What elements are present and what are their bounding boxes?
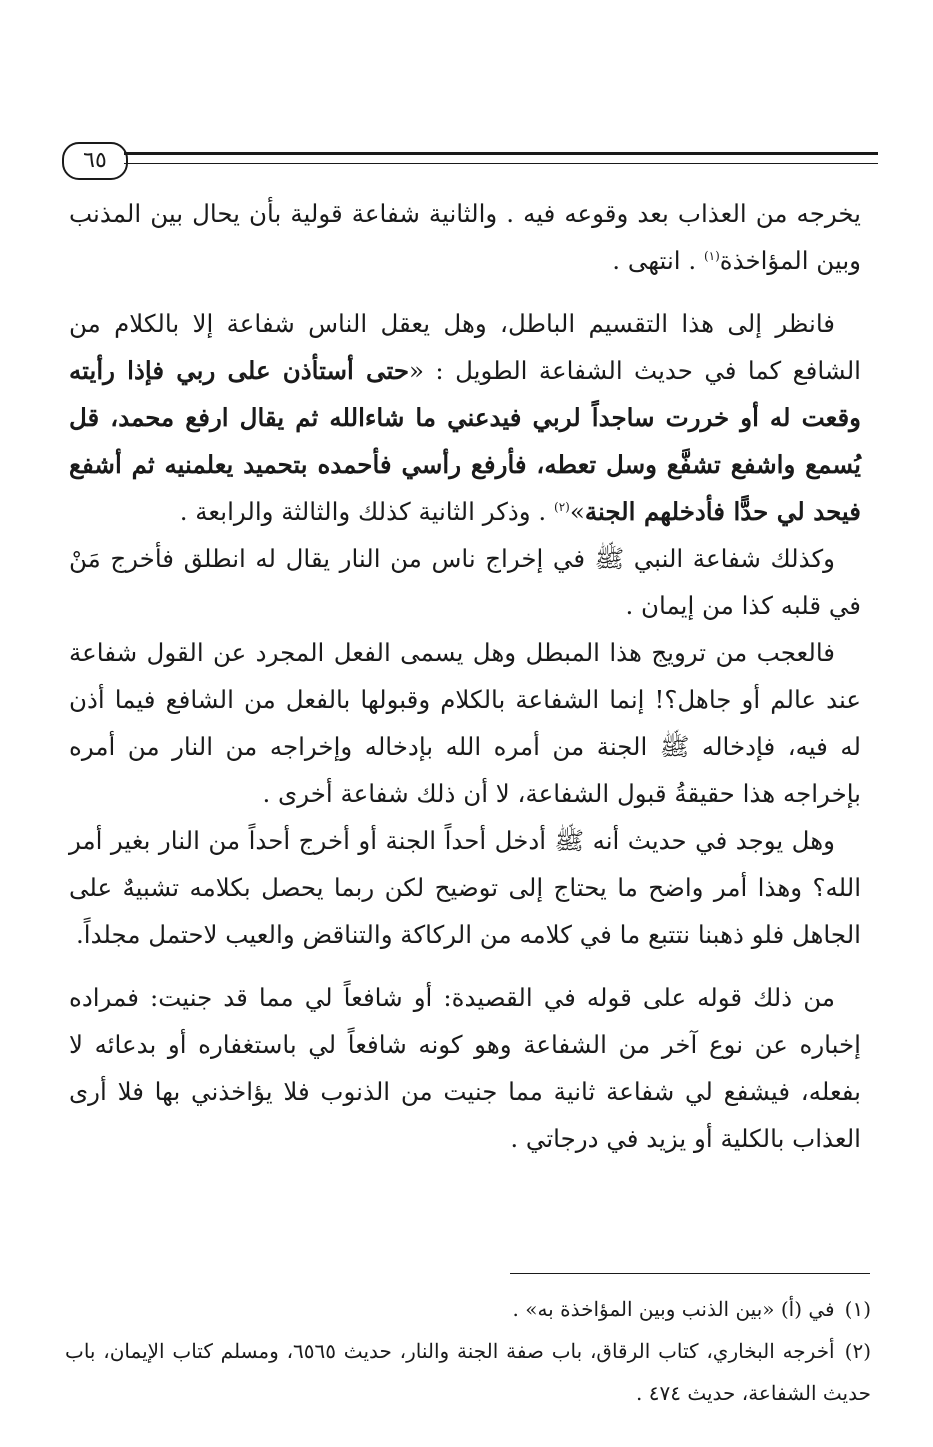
hadith-quote: حتى أستأذن على ربي فإذا رأيته وقعت له أو خررت ساجداً لربي فيدعني ما شاءالله ثم يقال ارفع محمد، قل يُسمع واشفع تشفَّع وسل تعطه، فأرفع رأسي فأحمده بتحميد يعلمنيه ثم أشفع فيحد لي حدًّا فأدخلهم الجنة xyxy=(69,356,861,526)
header-rule xyxy=(124,152,878,164)
footnote-1 xyxy=(65,1288,871,1330)
paragraph-4: فالعجب من ترويج هذا المبطل وهل يسمى الفعل المجرد عن القول شفاعة عند عالم أو جاهل؟! إنما الشفاعة بالكلام وقبولها بالفعل من الشافع فيما أذن له فيه، فإدخاله ﷺ الجنة من أمره الله بإدخاله وإخراجه من النار من أمره بإخراجه هذا حقيقةُ قبول الشفاعة، لا أن ذلك شفاعة أخرى . xyxy=(69,638,861,808)
footnote-ref-2: (٢) xyxy=(554,499,570,514)
paragraph-1-tail: . انتهى . xyxy=(612,246,704,275)
paragraph-2 xyxy=(69,300,861,535)
footnote-1-text: في (أ) «بين الذنب وبين المؤاخذة به» . xyxy=(512,1297,835,1321)
footnote-rule xyxy=(510,1273,870,1274)
paragraph-1-text: يخرجه من العذاب بعد وقوعه فيه . والثانية شفاعة قولية بأن يحال بين المذنب وبين المؤاخذة xyxy=(69,199,861,275)
footnote-2-text: أخرجه البخاري، كتاب الرقاق، باب صفة الجنة والنار، حديث ٦٥٦٥، ومسلم كتاب الإيمان، باب حديث الشفاعة، حديث ٤٧٤ . xyxy=(65,1339,871,1405)
paragraph-2-tail: . وذكر الثانية كذلك والثالثة والرابعة . xyxy=(179,497,555,526)
footnote-2 xyxy=(65,1330,871,1414)
body-text xyxy=(69,190,861,1162)
page-number: ٦٥ xyxy=(62,142,128,180)
paragraph-2-text: فانظر إلى هذا التقسيم الباطل، وهل يعقل الناس شفاعة إلا بالكلام من الشافع كما في حديث الشفاعة الطويل : « xyxy=(69,309,861,385)
paragraph-5: وهل يوجد في حديث أنه ﷺ أدخل أحداً الجنة أو أخرج أحداً من النار بغير أمر الله؟ وهذا أمر واضح ما يحتاج إلى توضيح لكن ربما يحصل بكلامه تشبيهٌ على الجاهل فلو ذهبنا نتتبع ما في كلامه من الركاكة والتناقض والعيب لاحتمل مجلداً. xyxy=(69,826,861,949)
footnotes xyxy=(65,1288,871,1414)
paragraph-1 xyxy=(69,190,861,284)
footnote-ref-1: (١) xyxy=(703,248,720,263)
paragraph-6: من ذلك قوله على قوله في القصيدة: أو شافعاً لي مما قد جنيت: فمراده إخباره عن نوع آخر من الشفاعة وهو كونه شافعاً لي باستغفاره أو بدعائه لا بفعله، فيشفع لي شفاعة ثانية مما جنيت من الذنوب فلا يؤاخذني بها فلا أرى العذاب بالكلية أو يزيد في درجاتي . xyxy=(69,983,861,1153)
paragraph-3: وكذلك شفاعة النبي ﷺ في إخراج ناس من النار يقال له انطلق فأخرج مَنْ في قلبه كذا من إيمان . xyxy=(69,544,861,620)
footnote-2-number: (٢) xyxy=(844,1339,871,1363)
footnote-1-number: (١) xyxy=(844,1297,871,1321)
hadith-quote-close: » xyxy=(569,497,585,526)
